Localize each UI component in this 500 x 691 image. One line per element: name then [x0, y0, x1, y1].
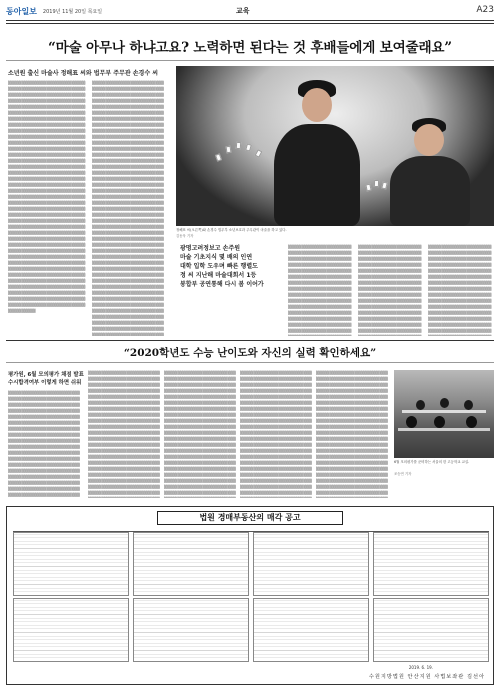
- playing-card: [374, 180, 379, 187]
- article1-headline: “마술 아무나 하냐고요? 노력하면 된다는 것 후배들에게 보여줄래요”: [48, 40, 452, 56]
- desk-row: [402, 410, 486, 413]
- notice-cell: [133, 532, 249, 596]
- notice-table: [13, 531, 489, 661]
- student-head: [464, 400, 473, 410]
- article2-subhead-2: 수시합격여부 이렇게 하면 쉬워: [8, 380, 82, 386]
- student-head: [406, 416, 417, 428]
- playing-card: [236, 142, 241, 149]
- notice-cell: [133, 598, 249, 662]
- body-text-block: ▒▒▒▒▒▒▒▒▒▒▒▒▒▒▒▒▒▒▒▒▒▒▒▒▒▒▒▒▒▒▒▒▒▒▒▒▒▒▒▒▒▒▒▒▒▒▒▒▒▒▒▒▒▒▒▒▒▒▒▒▒▒▒▒▒▒▒▒▒▒▒▒▒▒▒▒▒▒▒▒▒▒▒▒▒▒▒▒▒▒▒▒▒▒▒▒▒▒▒▒▒▒▒▒▒▒▒▒▒▒▒▒▒▒▒▒▒▒▒▒▒▒▒▒▒▒▒▒▒▒▒▒▒▒▒▒▒▒▒▒▒▒▒▒▒▒▒▒▒▒▒▒▒▒▒▒▒▒▒▒▒▒▒▒▒▒▒▒▒▒▒▒▒▒▒▒▒▒▒▒▒▒▒▒▒▒▒▒▒▒▒▒▒▒▒▒▒▒▒▒▒▒▒▒▒▒▒▒▒▒▒▒▒▒▒▒▒▒▒▒▒▒▒▒▒▒▒▒▒▒▒▒▒▒▒▒▒▒▒▒▒▒▒▒▒▒▒▒▒▒▒▒▒▒▒▒▒▒▒▒▒▒▒▒▒▒▒▒▒▒▒▒▒▒▒▒▒▒▒▒▒▒▒▒▒▒▒▒▒▒▒▒▒▒▒▒▒▒▒▒▒▒▒▒▒▒▒▒▒▒▒▒▒▒▒▒▒▒▒▒▒▒▒▒▒▒▒▒▒▒▒▒▒▒▒▒▒▒▒▒▒▒▒▒▒▒▒▒▒▒▒▒▒▒▒▒▒▒▒▒▒▒▒▒▒▒▒▒▒▒▒▒▒▒▒▒▒▒▒▒▒▒▒▒▒▒▒▒▒▒▒▒▒▒▒▒▒▒▒▒▒▒▒▒▒▒▒▒▒▒▒▒▒▒▒▒▒▒▒▒▒▒▒▒▒▒▒▒▒▒▒▒▒▒▒▒▒▒▒▒▒▒▒▒▒▒▒▒▒▒▒▒▒▒▒▒▒▒▒▒▒▒▒▒▒▒▒▒▒▒▒▒▒▒▒▒▒▒▒▒▒▒▒▒▒▒▒▒▒▒▒▒▒▒▒▒▒▒▒▒▒▒▒▒▒▒▒▒▒▒▒▒▒▒▒▒▒▒▒▒▒▒▒▒▒▒▒▒▒▒▒▒▒▒▒▒▒▒▒▒▒▒▒▒▒▒▒▒▒▒▒▒▒▒▒▒▒▒▒▒▒▒▒▒▒▒▒▒▒▒▒▒▒▒▒▒▒▒▒▒▒▒▒▒▒▒▒▒▒▒▒▒▒▒▒▒▒▒▒▒▒▒▒▒▒▒▒▒▒▒▒▒▒▒▒▒▒▒▒▒▒▒▒▒▒▒▒▒▒▒▒▒▒▒▒▒▒▒▒▒▒▒▒▒▒▒▒▒▒▒▒▒▒▒▒▒▒▒▒▒▒▒▒▒▒▒▒▒▒▒▒▒▒▒▒▒▒▒▒▒▒▒▒▒▒▒▒▒▒▒▒▒▒▒▒▒▒▒▒▒▒▒▒▒▒▒▒▒▒▒▒▒▒▒▒▒▒▒▒▒▒▒▒▒▒▒▒▒▒▒▒▒▒▒▒▒▒▒▒▒▒▒▒▒▒▒▒▒▒▒▒▒▒▒▒▒▒▒▒▒▒▒▒▒▒▒▒▒▒▒▒▒▒▒▒▒▒▒▒▒▒▒▒▒▒▒▒▒▒▒▒▒▒▒▒▒▒▒▒▒▒▒▒▒▒▒▒▒▒▒▒▒▒▒▒▒▒▒▒▒▒▒▒▒▒▒▒▒▒▒▒▒▒▒▒▒▒▒▒▒▒▒▒▒▒▒▒▒▒▒▒▒▒▒▒▒▒▒▒▒▒▒▒▒▒▒▒▒▒▒▒▒▒▒▒▒▒▒▒▒▒▒▒▒▒▒▒▒▒▒▒▒▒▒▒▒▒▒▒▒▒▒▒▒▒▒▒▒▒▒▒▒▒▒▒▒▒▒▒▒▒▒▒▒▒▒▒▒▒▒▒▒▒▒▒▒▒▒▒▒▒▒▒▒▒▒▒▒▒▒▒▒▒▒▒▒▒▒▒▒▒▒▒▒▒▒▒▒▒▒▒▒▒▒▒▒▒▒▒▒▒▒▒▒▒▒▒▒▒▒▒▒▒▒▒▒▒▒▒▒▒▒▒▒▒▒▒▒▒▒▒▒▒▒▒▒▒▒▒▒▒▒▒▒▒▒▒▒▒▒▒▒▒▒▒▒▒▒▒▒▒▒▒▒▒▒▒▒▒▒▒▒▒▒▒▒▒▒▒▒▒▒▒▒▒▒▒▒▒▒▒▒▒▒▒▒▒▒▒▒▒▒▒▒▒▒▒▒▒▒▒▒▒▒▒▒▒▒▒▒▒▒▒▒▒▒▒▒▒▒▒▒▒▒▒▒▒▒: [92, 81, 164, 336]
- playing-card: [381, 181, 388, 189]
- playing-card: [226, 146, 232, 154]
- person1-face: [302, 88, 332, 122]
- masthead: [6, 4, 494, 18]
- person2-face: [414, 124, 444, 156]
- desk-row: [398, 428, 490, 431]
- person2-body: [390, 156, 470, 226]
- student-head: [416, 400, 425, 410]
- photo-caption: 정해표 씨(오른쪽)와 손경수 법무부 소년보호과 주무관이 마술을 하고 있다.: [176, 228, 287, 232]
- pull-quote-line-1: 광명고려정보고 손주원: [180, 245, 241, 252]
- masthead-rule-thin: [6, 23, 494, 24]
- article-divider: [6, 340, 494, 341]
- notice-cell: [253, 532, 369, 596]
- body-text-block: ▒▒▒▒▒▒▒▒▒▒▒▒▒▒▒▒▒▒▒▒▒▒▒▒▒▒▒▒▒▒▒▒▒▒▒▒▒▒▒▒▒▒▒▒▒▒▒▒▒▒▒▒▒▒▒▒▒▒▒▒▒▒▒▒▒▒▒▒▒▒▒▒▒▒▒▒▒▒▒▒▒▒▒▒▒▒▒▒▒▒▒▒▒▒▒▒▒▒▒▒▒▒▒▒▒▒▒▒▒▒▒▒▒▒▒▒▒▒▒▒▒▒▒▒▒▒▒▒▒▒▒▒▒▒▒▒▒▒▒▒▒▒▒▒▒▒▒▒▒▒▒▒▒▒▒▒▒▒▒▒▒▒▒▒▒▒▒▒▒▒▒▒▒▒▒▒▒▒▒▒▒▒▒▒▒▒▒▒▒▒▒▒▒▒▒▒▒▒▒▒▒▒▒▒▒▒▒▒▒▒▒▒▒▒▒▒▒▒▒▒▒▒▒▒▒▒▒▒▒▒▒▒▒▒▒▒▒▒▒▒▒▒▒▒▒▒▒▒▒▒▒▒▒▒▒▒▒▒▒▒▒▒▒▒▒▒▒▒▒▒▒▒▒▒▒▒▒▒▒▒▒▒▒▒▒▒▒▒▒▒▒▒▒▒▒▒▒▒▒▒▒▒▒▒▒▒▒▒▒▒▒▒▒▒▒▒▒▒▒▒▒▒▒▒▒▒▒▒▒▒▒▒▒▒▒▒▒▒▒▒▒▒▒▒▒▒▒▒▒▒▒▒▒▒▒▒▒▒▒▒▒▒▒▒▒▒▒▒▒▒▒▒▒▒▒▒▒▒▒▒▒▒▒▒▒▒▒▒▒▒▒▒▒▒▒▒▒▒▒▒▒▒▒▒▒▒▒▒▒▒▒▒▒▒▒▒▒▒▒▒▒▒▒▒▒▒▒▒▒▒▒▒▒▒▒▒▒▒▒▒▒▒▒▒▒▒▒▒▒▒▒▒▒▒▒▒▒▒▒▒▒▒▒▒▒▒▒▒▒▒▒▒▒▒▒▒▒▒▒▒▒▒▒▒▒▒▒▒▒▒▒▒▒▒▒▒▒▒▒▒▒▒▒▒▒▒▒▒▒▒▒▒▒▒▒▒▒▒▒▒▒▒▒▒▒▒▒▒▒▒▒▒▒▒▒▒▒▒▒▒▒▒▒▒▒▒▒▒▒▒▒▒▒▒▒▒▒▒▒▒▒▒▒▒▒▒▒▒▒▒▒▒▒▒▒▒▒▒▒▒▒▒▒▒▒▒▒▒▒▒▒▒▒▒▒▒▒▒▒▒▒▒▒▒▒▒▒▒▒▒▒▒▒▒▒▒▒▒▒▒▒▒▒▒▒▒▒▒▒▒▒▒▒▒▒▒▒▒▒▒▒▒▒▒▒▒▒▒▒▒▒▒▒▒▒▒▒▒▒▒▒▒▒▒▒▒▒▒▒▒▒▒▒▒▒▒▒▒▒▒▒▒▒▒▒▒▒▒▒▒▒▒▒▒▒▒▒▒▒▒▒▒▒▒▒▒▒▒▒▒▒▒▒▒▒▒▒▒▒▒▒▒▒▒▒▒▒▒▒▒▒▒▒▒▒▒▒▒▒▒▒▒▒▒▒▒▒▒▒▒▒▒▒▒▒▒▒▒▒▒▒▒▒▒▒▒▒▒▒▒▒▒▒▒▒▒▒▒▒▒▒▒▒▒▒▒▒▒▒▒▒▒▒▒▒▒▒▒▒▒▒▒▒▒▒▒▒▒▒▒▒▒▒▒▒▒▒▒▒▒▒▒▒▒▒▒▒▒▒▒▒▒▒▒▒▒▒▒▒▒▒▒▒▒▒▒▒▒▒▒▒▒▒▒▒▒▒▒▒▒▒▒▒▒▒▒▒▒▒▒▒▒▒▒▒▒▒▒▒▒▒▒▒▒▒▒▒▒▒▒▒▒▒▒▒▒▒▒▒▒▒▒▒▒▒▒▒▒▒▒▒▒▒▒▒▒▒▒▒▒▒▒▒▒▒▒▒▒▒▒▒▒▒▒▒▒▒▒▒▒▒▒▒▒▒▒▒▒▒▒▒▒▒▒▒▒▒▒▒▒▒▒▒▒▒▒▒▒▒▒▒▒▒▒▒▒▒▒▒▒▒▒▒▒▒▒▒▒▒▒▒▒▒▒▒▒▒▒▒▒▒▒▒▒▒▒▒▒▒▒▒▒▒▒▒▒▒▒▒▒▒▒▒▒▒▒▒▒▒▒▒▒▒▒▒▒▒▒▒▒▒▒▒▒▒▒▒▒▒▒▒▒▒▒▒▒▒▒▒▒▒▒▒▒▒▒▒▒▒▒▒▒▒▒: [8, 81, 86, 313]
- body-text-block: ▒▒▒▒▒▒▒▒▒▒▒▒▒▒▒▒▒▒▒▒▒▒▒▒▒▒▒▒▒▒▒▒▒▒▒▒▒▒▒▒▒▒▒▒▒▒▒▒▒▒▒▒▒▒▒▒▒▒▒▒▒▒▒▒▒▒▒▒▒▒▒▒▒▒▒▒▒▒▒▒▒▒▒▒▒▒▒▒▒▒▒▒▒▒▒▒▒▒▒▒▒▒▒▒▒▒▒▒▒▒▒▒▒▒▒▒▒▒▒▒▒▒▒▒▒▒▒▒▒▒▒▒▒▒▒▒▒▒▒▒▒▒▒▒▒▒▒▒▒▒▒▒▒▒▒▒▒▒▒▒▒▒▒▒▒▒▒▒▒▒▒▒▒▒▒▒▒▒▒▒▒▒▒▒▒▒▒▒▒▒▒▒▒▒▒▒▒▒▒▒▒▒▒▒▒▒▒▒▒▒▒▒▒▒▒▒▒▒▒▒▒▒▒▒▒▒▒▒▒▒▒▒▒▒▒▒▒▒▒▒▒▒▒▒▒▒▒▒▒▒▒▒▒▒▒▒▒▒▒▒▒▒▒▒▒▒▒▒▒▒▒▒▒▒▒▒▒▒▒▒▒▒▒▒▒▒▒▒▒▒▒▒▒▒▒▒▒▒▒▒▒▒▒▒▒▒▒▒▒▒▒▒▒▒▒▒▒▒▒▒▒▒▒▒▒▒▒▒▒▒▒▒▒▒▒▒▒▒▒▒▒▒▒▒▒▒▒▒▒▒▒▒▒▒▒▒▒▒▒▒▒▒▒▒▒▒▒▒▒▒▒▒▒▒▒▒▒▒▒▒▒▒▒▒▒▒▒▒▒▒▒▒▒▒▒▒▒▒▒▒▒▒▒▒▒▒▒▒▒▒▒▒▒▒▒▒▒▒▒▒▒▒▒▒▒▒▒▒▒▒▒▒▒▒▒▒▒▒▒▒▒▒▒▒▒▒▒▒▒▒▒▒▒▒▒▒▒▒▒▒▒▒▒▒▒▒▒▒: [8, 391, 80, 497]
- article1-body-col1: [8, 80, 86, 336]
- playing-card: [245, 143, 252, 151]
- notice-cell: [13, 598, 129, 662]
- photo-credit: 김동욱 기자: [176, 234, 194, 238]
- notice-title: 법원 경매부동산의 매각 공고: [157, 511, 343, 525]
- headline-divider: [6, 60, 494, 61]
- pull-quote-line-5: 봉합부 공연통해 다시 봄 이어가: [180, 281, 264, 288]
- article1-body-col5: [428, 244, 494, 336]
- student-head: [466, 416, 477, 428]
- article1-body-col2: [92, 80, 166, 336]
- notice-cell: [373, 532, 489, 596]
- pull-quote-line-2: 마술 기초지식 몇 배의 인연: [180, 254, 253, 261]
- body-text-block: ▒▒▒▒▒▒▒▒▒▒▒▒▒▒▒▒▒▒▒▒▒▒▒▒▒▒▒▒▒▒▒▒▒▒▒▒▒▒▒▒▒▒▒▒▒▒▒▒▒▒▒▒▒▒▒▒▒▒▒▒▒▒▒▒▒▒▒▒▒▒▒▒▒▒▒▒▒▒▒▒▒▒▒▒▒▒▒▒▒▒▒▒▒▒▒▒▒▒▒▒▒▒▒▒▒▒▒▒▒▒▒▒▒▒▒▒▒▒▒▒▒▒▒▒▒▒▒▒▒▒▒▒▒▒▒▒▒▒▒▒▒▒▒▒▒▒▒▒▒▒▒▒▒▒▒▒▒▒▒▒▒▒▒▒▒▒▒▒▒▒▒▒▒▒▒▒▒▒▒▒▒▒▒▒▒▒▒▒▒▒▒▒▒▒▒▒▒▒▒▒▒▒▒▒▒▒▒▒▒▒▒▒▒▒▒▒▒▒▒▒▒▒▒▒▒▒▒▒▒▒▒▒▒▒▒▒▒▒▒▒▒▒▒▒▒▒▒▒▒▒▒▒▒▒▒▒▒▒▒▒▒▒▒▒▒▒▒▒▒▒▒▒▒▒▒▒▒▒▒▒▒▒▒▒▒▒▒▒▒▒▒▒▒▒▒▒▒▒▒▒▒▒▒▒▒▒▒▒▒▒▒▒▒▒▒▒▒▒▒▒▒▒▒▒▒▒▒▒▒▒▒▒▒▒▒▒▒▒▒▒▒▒▒▒▒: [288, 245, 352, 333]
- notice-cell: [373, 598, 489, 662]
- pull-quote-line-4: 정 씨 지난해 마술대회서 1등: [180, 272, 257, 279]
- notice-issuer: 수원지방법원 안산지원 사법보좌관 김선아: [368, 674, 485, 680]
- pull-quote-line-3: 대학 입학 도우며 빠른 행렬도: [180, 263, 258, 270]
- classroom-caption: 6월 모의평가를 준비하는 서울의 한 고등학교 교실.: [394, 460, 470, 464]
- classroom-credit: 조승연 기자: [394, 472, 412, 476]
- pull-quote: [180, 244, 280, 289]
- article2-body-col4: [240, 370, 312, 498]
- magicians-photo: [176, 66, 494, 226]
- classroom-photo: [394, 370, 494, 458]
- newspaper-logo: 동아일보: [6, 6, 37, 16]
- article1-subhead: 소년원 출신 마술사 정해표 씨와 법무부 주무관 손경수 씨: [8, 70, 159, 77]
- student-head: [440, 398, 449, 408]
- playing-card: [255, 149, 263, 158]
- body-text-block: ▒▒▒▒▒▒▒▒▒▒▒▒▒▒▒▒▒▒▒▒▒▒▒▒▒▒▒▒▒▒▒▒▒▒▒▒▒▒▒▒▒▒▒▒▒▒▒▒▒▒▒▒▒▒▒▒▒▒▒▒▒▒▒▒▒▒▒▒▒▒▒▒▒▒▒▒▒▒▒▒▒▒▒▒▒▒▒▒▒▒▒▒▒▒▒▒▒▒▒▒▒▒▒▒▒▒▒▒▒▒▒▒▒▒▒▒▒▒▒▒▒▒▒▒▒▒▒▒▒▒▒▒▒▒▒▒▒▒▒▒▒▒▒▒▒▒▒▒▒▒▒▒▒▒▒▒▒▒▒▒▒▒▒▒▒▒▒▒▒▒▒▒▒▒▒▒▒▒▒▒▒▒▒▒▒▒▒▒▒▒▒▒▒▒▒▒▒▒▒▒▒▒▒▒▒▒▒▒▒▒▒▒▒▒▒▒▒▒▒▒▒▒▒▒▒▒▒▒▒▒▒▒▒▒▒▒▒▒▒▒▒▒▒▒▒▒▒▒▒▒▒▒▒▒▒▒▒▒▒▒▒▒▒▒▒▒▒▒▒▒▒▒▒▒▒▒▒▒▒▒▒▒▒▒▒▒▒▒▒▒▒▒▒▒▒▒▒▒▒▒▒▒▒▒▒▒▒▒▒▒▒▒▒▒▒▒▒▒▒▒▒▒▒▒▒▒▒▒▒▒▒▒▒▒▒▒▒▒▒▒▒▒▒▒▒▒▒▒▒▒▒▒▒▒▒▒▒▒▒▒▒▒▒▒▒▒▒▒▒▒▒▒▒▒▒▒▒▒▒▒▒▒▒▒▒▒▒▒▒▒▒▒▒▒▒▒▒▒▒▒▒▒▒▒▒▒▒▒▒▒▒▒▒▒▒▒▒▒▒▒▒▒▒▒▒▒▒▒▒▒▒▒▒▒▒▒▒▒▒▒▒▒▒▒▒▒▒▒▒▒▒▒▒▒▒▒▒▒▒▒▒▒▒▒▒▒▒▒▒▒▒▒▒▒▒▒▒▒▒▒▒▒▒▒▒▒▒▒▒▒▒▒▒▒▒▒▒▒▒▒▒▒▒▒▒▒▒▒▒▒▒▒▒▒▒▒▒▒▒▒▒▒▒▒▒▒▒▒▒▒▒▒▒▒▒▒▒▒▒▒▒▒▒▒▒▒: [88, 371, 160, 495]
- headline2-divider: [6, 362, 494, 363]
- section-name: 교육: [236, 7, 250, 15]
- body-text-block: ▒▒▒▒▒▒▒▒▒▒▒▒▒▒▒▒▒▒▒▒▒▒▒▒▒▒▒▒▒▒▒▒▒▒▒▒▒▒▒▒▒▒▒▒▒▒▒▒▒▒▒▒▒▒▒▒▒▒▒▒▒▒▒▒▒▒▒▒▒▒▒▒▒▒▒▒▒▒▒▒▒▒▒▒▒▒▒▒▒▒▒▒▒▒▒▒▒▒▒▒▒▒▒▒▒▒▒▒▒▒▒▒▒▒▒▒▒▒▒▒▒▒▒▒▒▒▒▒▒▒▒▒▒▒▒▒▒▒▒▒▒▒▒▒▒▒▒▒▒▒▒▒▒▒▒▒▒▒▒▒▒▒▒▒▒▒▒▒▒▒▒▒▒▒▒▒▒▒▒▒▒▒▒▒▒▒▒▒▒▒▒▒▒▒▒▒▒▒▒▒▒▒▒▒▒▒▒▒▒▒▒▒▒▒▒▒▒▒▒▒▒▒▒▒▒▒▒▒▒▒▒▒▒▒▒▒▒▒▒▒▒▒▒▒▒▒▒▒▒▒▒▒▒▒▒▒▒▒▒▒▒▒▒▒▒▒▒▒▒▒▒▒▒▒▒▒▒▒▒▒▒▒▒▒▒▒▒▒▒▒▒▒▒▒▒▒▒▒▒▒▒▒▒▒▒▒▒▒▒▒▒▒▒▒▒▒▒▒▒▒▒▒▒▒▒▒▒▒▒▒▒▒▒▒▒▒▒▒▒▒▒▒▒▒▒▒▒▒▒▒▒▒▒▒▒▒▒▒▒▒▒▒▒▒▒▒▒▒▒▒▒▒▒▒▒▒▒▒▒▒▒▒▒▒▒▒▒▒▒▒▒▒▒▒▒▒▒▒▒▒▒▒▒▒▒▒▒▒▒▒▒▒▒▒▒▒▒▒▒▒▒▒▒▒▒▒▒▒▒▒▒▒▒▒▒▒▒▒▒▒▒▒▒▒▒▒▒▒▒▒▒▒▒▒▒▒▒▒▒▒▒▒▒▒▒▒▒▒▒▒▒▒▒▒▒▒▒▒▒▒▒▒▒▒▒▒▒▒▒▒▒▒▒▒▒▒▒▒▒▒▒▒▒▒▒▒▒▒▒▒▒▒▒▒▒▒▒▒▒▒▒▒▒▒▒▒▒▒▒▒▒▒▒▒▒▒▒▒▒▒▒▒▒▒▒▒: [164, 371, 236, 495]
- person1-body: [274, 124, 360, 226]
- notice-cell: [253, 598, 369, 662]
- article2-body-col2: [88, 370, 160, 498]
- article2-headline: “2020학년도 수능 난이도와 자신의 실력 확인하세요”: [123, 347, 377, 359]
- notice-cell: [13, 532, 129, 596]
- article2-body-col3: [164, 370, 236, 498]
- masthead-rule: [6, 20, 494, 21]
- article2-body-col1: [8, 390, 82, 498]
- playing-card: [215, 153, 222, 161]
- page-number: A23: [476, 5, 494, 15]
- playing-card: [365, 184, 371, 192]
- student-head: [434, 416, 445, 428]
- notice-date: 2019. 6. 19.: [408, 665, 433, 670]
- body-text-block: ▒▒▒▒▒▒▒▒▒▒▒▒▒▒▒▒▒▒▒▒▒▒▒▒▒▒▒▒▒▒▒▒▒▒▒▒▒▒▒▒▒▒▒▒▒▒▒▒▒▒▒▒▒▒▒▒▒▒▒▒▒▒▒▒▒▒▒▒▒▒▒▒▒▒▒▒▒▒▒▒▒▒▒▒▒▒▒▒▒▒▒▒▒▒▒▒▒▒▒▒▒▒▒▒▒▒▒▒▒▒▒▒▒▒▒▒▒▒▒▒▒▒▒▒▒▒▒▒▒▒▒▒▒▒▒▒▒▒▒▒▒▒▒▒▒▒▒▒▒▒▒▒▒▒▒▒▒▒▒▒▒▒▒▒▒▒▒▒▒▒▒▒▒▒▒▒▒▒▒▒▒▒▒▒▒▒▒▒▒▒▒▒▒▒▒▒▒▒▒▒▒▒▒▒▒▒▒▒▒▒▒▒▒▒▒▒▒▒▒▒▒▒▒▒▒▒▒▒▒▒▒▒▒▒▒▒▒▒▒▒▒▒▒▒▒▒▒▒▒▒▒▒▒▒▒▒▒▒▒▒▒▒▒▒▒▒▒▒▒▒▒▒▒▒▒▒▒▒▒▒▒▒▒▒▒▒▒▒▒▒▒▒▒▒▒▒▒▒▒▒▒▒▒▒▒▒▒▒▒▒▒▒▒▒▒▒▒▒▒▒▒▒▒▒▒▒▒▒▒▒▒▒▒▒▒▒▒▒▒▒▒▒▒▒▒▒▒▒▒▒▒▒▒▒▒▒▒▒▒▒▒▒▒▒▒▒▒▒▒▒▒▒▒▒▒▒▒▒▒▒▒▒▒▒▒▒▒▒▒▒▒▒▒▒▒▒▒▒▒▒▒▒▒▒▒▒▒▒▒▒▒▒▒▒▒▒▒▒▒▒▒▒▒▒▒▒▒▒▒▒▒▒▒▒▒▒▒▒▒▒▒▒▒▒▒▒▒▒▒▒▒▒▒▒▒▒▒▒▒▒▒▒▒▒▒▒▒▒▒▒▒▒▒▒▒▒▒▒▒▒▒▒▒▒▒▒▒▒▒▒▒▒▒▒▒▒▒▒▒▒▒▒▒▒▒▒▒▒▒▒▒▒▒▒▒▒▒▒▒▒▒▒▒▒▒▒▒▒▒▒▒▒▒▒▒▒▒▒▒▒▒▒▒▒▒▒: [316, 371, 388, 495]
- court-auction-notice: [6, 506, 494, 685]
- issue-date: 2019년 11월 20일 목요일: [42, 8, 103, 15]
- article2-body-col5: [316, 370, 388, 498]
- body-text-block: ▒▒▒▒▒▒▒▒▒▒▒▒▒▒▒▒▒▒▒▒▒▒▒▒▒▒▒▒▒▒▒▒▒▒▒▒▒▒▒▒▒▒▒▒▒▒▒▒▒▒▒▒▒▒▒▒▒▒▒▒▒▒▒▒▒▒▒▒▒▒▒▒▒▒▒▒▒▒▒▒▒▒▒▒▒▒▒▒▒▒▒▒▒▒▒▒▒▒▒▒▒▒▒▒▒▒▒▒▒▒▒▒▒▒▒▒▒▒▒▒▒▒▒▒▒▒▒▒▒▒▒▒▒▒▒▒▒▒▒▒▒▒▒▒▒▒▒▒▒▒▒▒▒▒▒▒▒▒▒▒▒▒▒▒▒▒▒▒▒▒▒▒▒▒▒▒▒▒▒▒▒▒▒▒▒▒▒▒▒▒▒▒▒▒▒▒▒▒▒▒▒▒▒▒▒▒▒▒▒▒▒▒▒▒▒▒▒▒▒▒▒▒▒▒▒▒▒▒▒▒▒▒▒▒▒▒▒▒▒▒▒▒▒▒▒▒▒▒▒▒▒▒▒▒▒▒▒▒▒▒▒▒▒▒▒▒▒▒▒▒▒▒▒▒▒▒▒▒▒▒▒▒▒▒▒▒▒▒▒▒▒▒▒▒▒▒▒▒▒▒▒▒▒▒▒▒▒▒▒▒▒▒▒▒▒▒▒▒▒▒▒▒▒▒▒▒▒▒▒▒▒▒▒▒▒▒▒▒▒▒▒▒▒▒▒: [428, 245, 492, 333]
- body-text-block: ▒▒▒▒▒▒▒▒▒▒▒▒▒▒▒▒▒▒▒▒▒▒▒▒▒▒▒▒▒▒▒▒▒▒▒▒▒▒▒▒▒▒▒▒▒▒▒▒▒▒▒▒▒▒▒▒▒▒▒▒▒▒▒▒▒▒▒▒▒▒▒▒▒▒▒▒▒▒▒▒▒▒▒▒▒▒▒▒▒▒▒▒▒▒▒▒▒▒▒▒▒▒▒▒▒▒▒▒▒▒▒▒▒▒▒▒▒▒▒▒▒▒▒▒▒▒▒▒▒▒▒▒▒▒▒▒▒▒▒▒▒▒▒▒▒▒▒▒▒▒▒▒▒▒▒▒▒▒▒▒▒▒▒▒▒▒▒▒▒▒▒▒▒▒▒▒▒▒▒▒▒▒▒▒▒▒▒▒▒▒▒▒▒▒▒▒▒▒▒▒▒▒▒▒▒▒▒▒▒▒▒▒▒▒▒▒▒▒▒▒▒▒▒▒▒▒▒▒▒▒▒▒▒▒▒▒▒▒▒▒▒▒▒▒▒▒▒▒▒▒▒▒▒▒▒▒▒▒▒▒▒▒▒▒▒▒▒▒▒▒▒▒▒▒▒▒▒▒▒▒▒▒▒▒▒▒▒▒▒▒▒▒▒▒▒▒▒▒▒▒▒▒▒▒▒▒▒▒▒▒▒▒▒▒▒▒▒▒▒▒▒▒▒▒▒▒▒▒▒▒▒▒▒▒▒▒▒▒▒▒▒▒▒▒▒▒▒▒▒▒▒▒▒▒▒▒▒▒▒▒▒▒▒▒▒▒▒▒▒▒▒▒▒▒▒▒▒▒▒▒▒▒▒▒▒▒▒▒▒▒▒▒▒▒▒▒▒▒▒▒▒▒▒▒▒▒▒▒▒▒▒▒▒▒▒▒▒▒▒▒▒▒▒▒▒▒▒▒▒▒▒▒▒▒▒▒▒▒▒▒▒▒▒▒▒▒▒▒▒▒▒▒▒▒▒▒▒▒▒▒▒▒▒▒▒▒▒▒▒▒▒▒▒▒▒▒▒▒▒▒▒▒▒▒▒▒▒▒▒▒▒▒▒▒▒▒▒▒▒▒▒▒▒▒▒▒▒▒▒▒▒▒▒▒▒▒▒▒▒▒▒▒▒▒▒▒▒▒▒▒▒▒▒▒▒▒▒▒▒▒▒▒▒▒▒▒: [240, 371, 312, 495]
- article1-body-col4: [358, 244, 424, 336]
- body-text-block: ▒▒▒▒▒▒▒▒▒▒▒▒▒▒▒▒▒▒▒▒▒▒▒▒▒▒▒▒▒▒▒▒▒▒▒▒▒▒▒▒▒▒▒▒▒▒▒▒▒▒▒▒▒▒▒▒▒▒▒▒▒▒▒▒▒▒▒▒▒▒▒▒▒▒▒▒▒▒▒▒▒▒▒▒▒▒▒▒▒▒▒▒▒▒▒▒▒▒▒▒▒▒▒▒▒▒▒▒▒▒▒▒▒▒▒▒▒▒▒▒▒▒▒▒▒▒▒▒▒▒▒▒▒▒▒▒▒▒▒▒▒▒▒▒▒▒▒▒▒▒▒▒▒▒▒▒▒▒▒▒▒▒▒▒▒▒▒▒▒▒▒▒▒▒▒▒▒▒▒▒▒▒▒▒▒▒▒▒▒▒▒▒▒▒▒▒▒▒▒▒▒▒▒▒▒▒▒▒▒▒▒▒▒▒▒▒▒▒▒▒▒▒▒▒▒▒▒▒▒▒▒▒▒▒▒▒▒▒▒▒▒▒▒▒▒▒▒▒▒▒▒▒▒▒▒▒▒▒▒▒▒▒▒▒▒▒▒▒▒▒▒▒▒▒▒▒▒▒▒▒▒▒▒▒▒▒▒▒▒▒▒▒▒▒▒▒▒▒▒▒▒▒▒▒▒▒▒▒▒▒▒▒▒▒▒▒▒▒▒▒▒▒▒▒▒▒▒▒▒▒▒▒▒▒▒▒▒▒▒▒▒▒▒▒▒: [358, 245, 422, 333]
- article2-subhead-1: 평가원, 6월 모의평가 채점 발표: [8, 372, 84, 378]
- article1-body-col3: [288, 244, 354, 336]
